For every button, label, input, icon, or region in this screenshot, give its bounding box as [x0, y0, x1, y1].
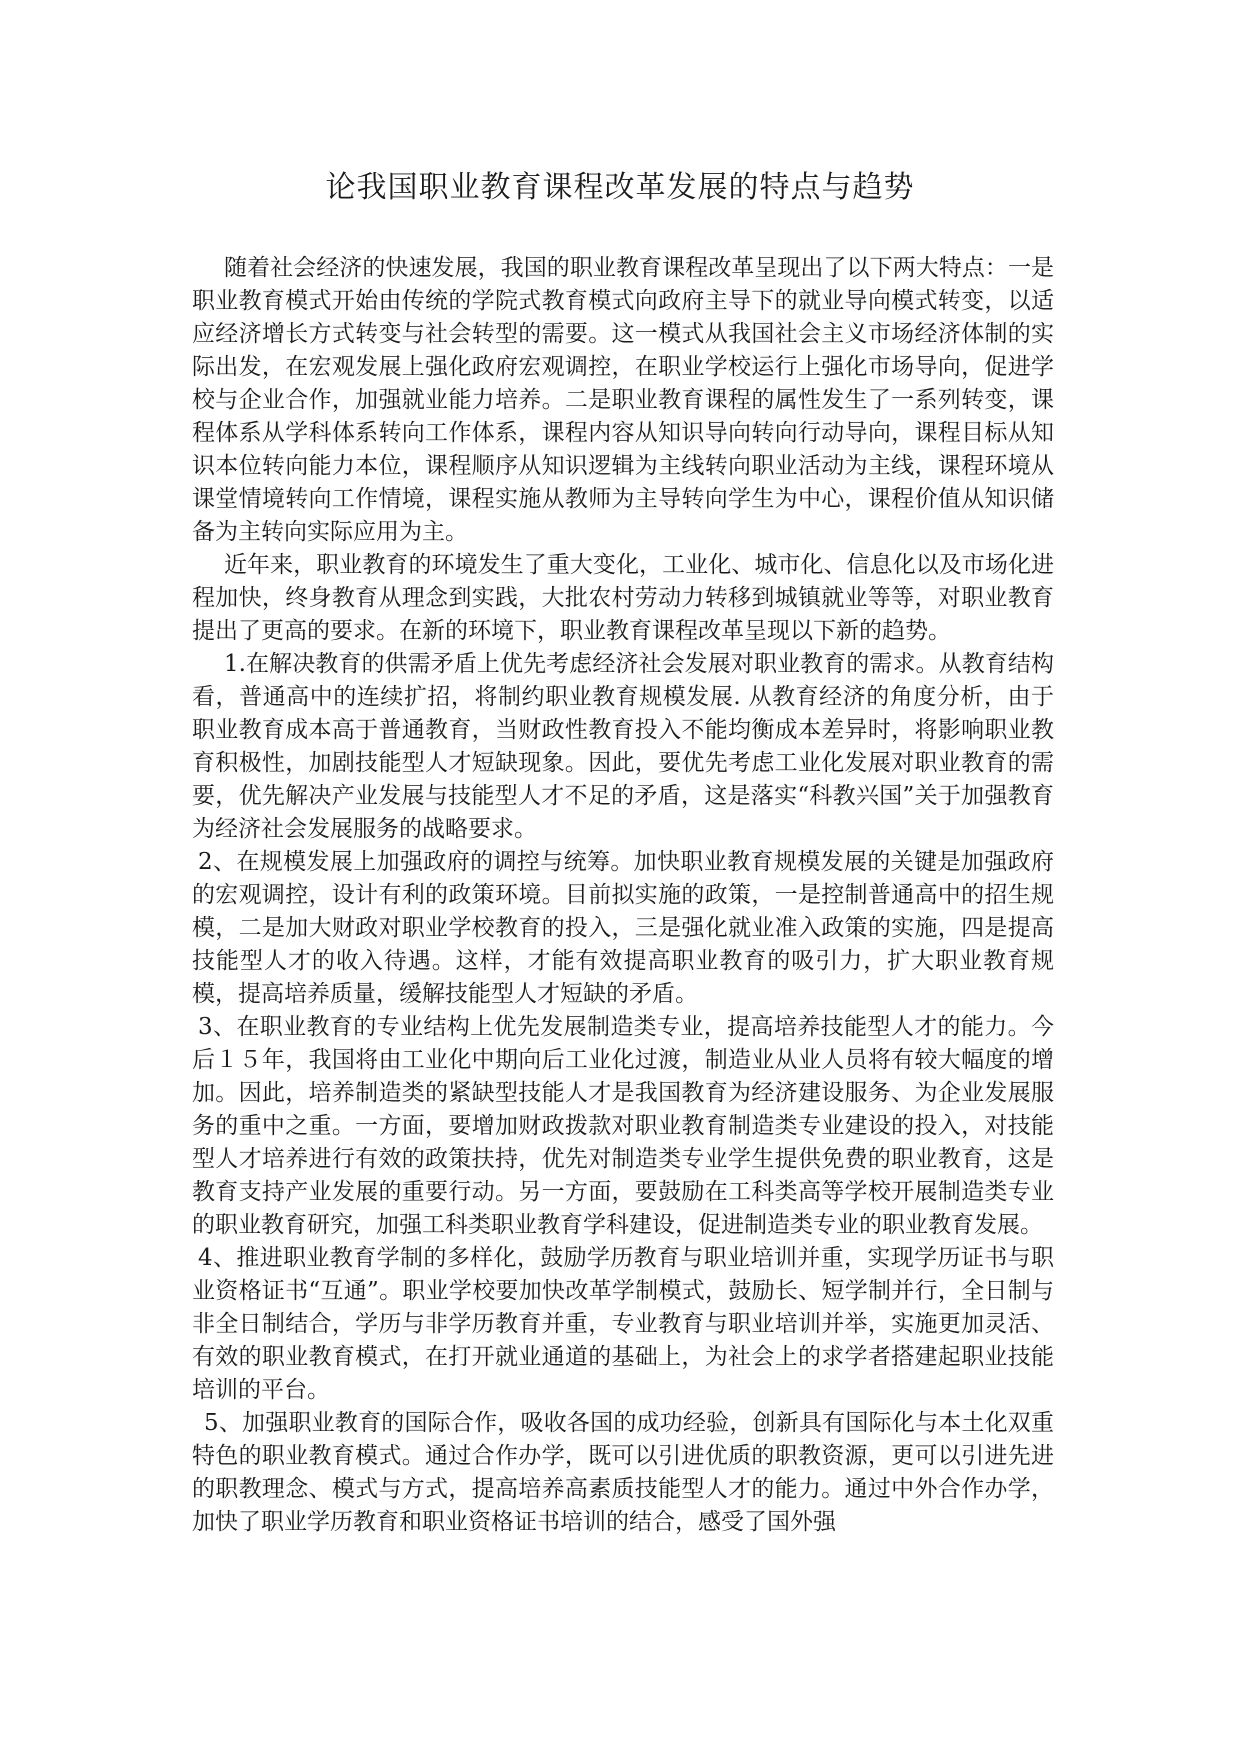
paragraph-trend-3: 3、在职业教育的专业结构上优先发展制造类专业，提高培养技能型人才的能力。今后１５年，我国将由工业化中期向后工业化过渡，制造业从业人员将有较大幅度的增加。因此，培养制造类的紧缺型技能人才是我国教育为经济建设服务、为企业发展服务的重中之重。一方面，要增加财政拨款对职业教育制造类专业建设的投入，对技能型人才培养进行有效的政策扶持，优先对制造类专业学生提供免费的职业教育，这是教育支持产业发展的重要行动。另一方面，要鼓励在工科类高等学校开展制造类专业的职业教育研究，加强工科类职业教育学科建设，促进制造类专业的职业教育发展。 [192, 1014, 1054, 1238]
paragraph-trend-5: 5、加强职业教育的国际合作，吸收各国的成功经验，创新具有国际化与本土化双重特色的职业教育模式。通过合作办学，既可以引进优质的职教资源，更可以引进先进的职教理念、模式与方式，提高培养高素质技能型人才的能力。通过中外合作办学，加快了职业学历教育和职业资格证书培训的结合，感受了国外强 [192, 1410, 1054, 1535]
paragraph-trend-1: 1.在解决教育的供需矛盾上优先考虑经济社会发展对职业教育的需求。从教育结构看，普通高中的连续扩招，将制约职业教育规模发展. 从教育经济的角度分析，由于职业教育成本高于普通教育，当财政性教育投入不能均衡成本差异时，将影响职业教育积极性，加剧技能型人才短缺现象。因此，要优先考虑工业化发展对职业教育的需要，优先解决产业发展与技能型人才不足的矛盾，这是落实“科教兴国”关于加强教育为经济社会发展服务的战略要求。 [192, 651, 1054, 842]
paragraph-features: 随着社会经济的快速发展，我国的职业教育课程改革呈现出了以下两大特点：一是职业教育模式开始由传统的学院式教育模式向政府主导下的就业导向模式转变，以适应经济增长方式转变与社会转型的需要。这一模式从我国社会主义市场经济体制的实际出发，在宏观发展上强化政府宏观调控，在职业学校运行上强化市场导向，促进学校与企业合作，加强就业能力培养。二是职业教育课程的属性发生了一系列转变，课程体系从学科体系转向工作体系，课程内容从知识导向转向行动导向，课程目标从知识本位转向能力本位，课程顺序从知识逻辑为主线转向职业活动为主线，课程环境从课堂情境转向工作情境，课程实施从教师为主导转向学生为中心，课程价值从知识储备为主转向实际应用为主。 [192, 255, 1054, 545]
document-title: 论我国职业教育课程改革发展的特点与趋势 [325, 170, 915, 205]
document-body [192, 252, 1054, 1539]
paragraph-trend-2: 2、在规模发展上加强政府的调控与统筹。加快职业教育规模发展的关键是加强政府的宏观调控，设计有利的政策环境。目前拟实施的政策，一是控制普通高中的招生规模，二是加大财政对职业学校教育的投入，三是强化就业准入政策的实施，四是提高技能型人才的收入待遇。这样，才能有效提高职业教育的吸引力，扩大职业教育规模，提高培养质量，缓解技能型人才短缺的矛盾。 [192, 849, 1054, 1007]
paragraph-recent-changes: 近年来，职业教育的环境发生了重大变化，工业化、城市化、信息化以及市场化进程加快，终身教育从理念到实践，大批农村劳动力转移到城镇就业等等，对职业教育提出了更高的要求。在新的环境下，职业教育课程改革呈现以下新的趋势。 [192, 552, 1054, 644]
paragraph-trend-4: 4、推进职业教育学制的多样化，鼓励学历教育与职业培训并重，实现学历证书与职业资格证书“互通”。职业学校要加快改革学制模式，鼓励长、短学制并行，全日制与非全日制结合，学历与非学历教育并重，专业教育与职业培训并举，实施更加灵活、有效的职业教育模式，在打开就业通道的基础上，为社会上的求学者搭建起职业技能培训的平台。 [192, 1245, 1054, 1403]
